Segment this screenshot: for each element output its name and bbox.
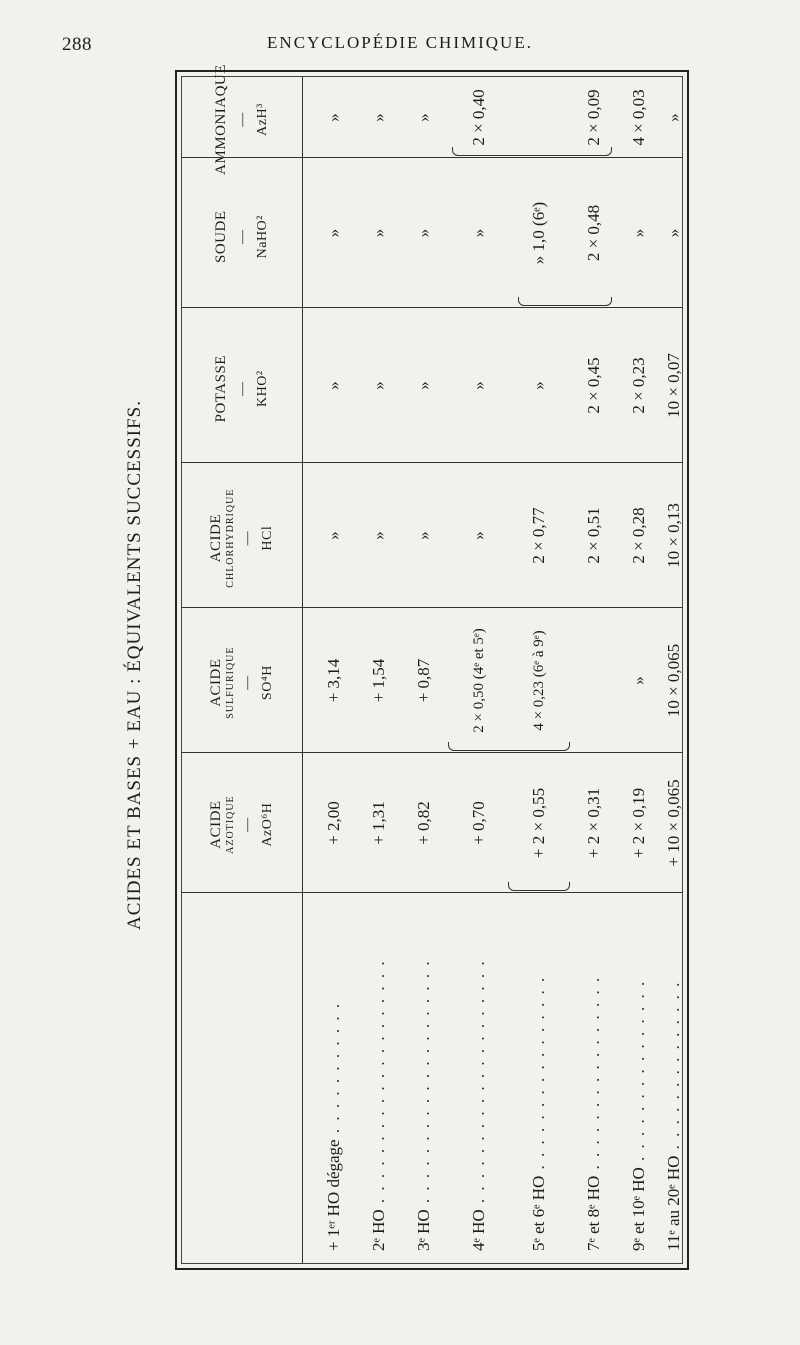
header-name: SOUDE bbox=[213, 210, 230, 263]
cell-chlorhydrique: 2 × 0,28 bbox=[629, 507, 648, 564]
header-sub: CHLORHYDRIQUE bbox=[224, 488, 236, 588]
page-number: 288 bbox=[62, 34, 92, 55]
header-formula: HCl bbox=[260, 525, 276, 551]
table-inner-frame bbox=[181, 64, 683, 1264]
cell-chlorhydrique: » bbox=[324, 531, 343, 540]
cell-potasse: » bbox=[369, 381, 388, 390]
header-dash: — bbox=[240, 530, 256, 546]
header-dash: — bbox=[240, 675, 256, 690]
cell-sulfurique: 10 × 0,065 bbox=[664, 643, 683, 718]
cell-ammoniaque: 4 × 0,03 bbox=[629, 89, 648, 146]
row-label: 4ᵉ HO . . . . . . . . . . . . . . . . . . . . bbox=[469, 959, 488, 1251]
header-name: POTASSE bbox=[213, 355, 230, 423]
header-name: ACIDE bbox=[207, 513, 224, 563]
cell-potasse: 10 × 0,07 bbox=[664, 353, 683, 418]
header-formula: AzH³ bbox=[254, 103, 270, 136]
cell-chlorhydrique: 2 × 0,77 bbox=[529, 507, 548, 564]
header-formula: NaHO² bbox=[254, 215, 270, 259]
cell-sulfurique: + 0,87 bbox=[414, 658, 433, 703]
row-label: 3ᵉ HO . . . . . . . . . . . . . . . . . . . . bbox=[414, 959, 433, 1251]
table-header-row bbox=[182, 64, 302, 1263]
cell-chlorhydrique: 10 × 0,13 bbox=[664, 503, 683, 568]
row-label: 5ᵉ et 6ᵉ HO . . . . . . . . . . . . . . . . bbox=[529, 975, 548, 1251]
cell-soude: » bbox=[414, 228, 433, 238]
cell-azotique: + 1,31 bbox=[369, 801, 388, 845]
header-col-azotique bbox=[182, 755, 302, 895]
cell-soude: 2 × 0,48 bbox=[584, 204, 603, 262]
header-dash: — bbox=[234, 229, 250, 244]
cell-ammoniaque: » bbox=[324, 113, 343, 122]
header-name: ACIDE bbox=[207, 800, 224, 849]
header-col-soude bbox=[182, 162, 302, 311]
cell-ammoniaque: 2 × 0,09 bbox=[584, 89, 603, 146]
header-col-ammoniaque bbox=[182, 64, 302, 175]
cell-potasse: » bbox=[414, 381, 433, 390]
table-caption: ACIDES ET BASES + EAU : ÉQUIVALENTS SUCCESSIFS. bbox=[124, 400, 145, 930]
cell-soude: » bbox=[469, 228, 488, 238]
header-formula: KHO² bbox=[254, 370, 270, 407]
cell-soude: » bbox=[324, 228, 343, 238]
header-formula: AzO⁶H bbox=[260, 802, 276, 847]
cell-azotique: + 0,70 bbox=[469, 801, 488, 845]
cell-ammoniaque: 2 × 0,40 bbox=[469, 89, 488, 146]
grouping-brace bbox=[452, 147, 612, 156]
cell-azotique: + 2 × 0,19 bbox=[629, 787, 648, 859]
header-name: ACIDE bbox=[207, 658, 224, 707]
header-label-col bbox=[182, 894, 302, 1263]
equivalents-table bbox=[175, 64, 689, 1270]
cell-chlorhydrique: 2 × 0,51 bbox=[584, 507, 603, 564]
header-dash: — bbox=[240, 817, 256, 832]
header-col-potasse bbox=[182, 311, 302, 465]
row-label: 11ᵉ au 20ᵉ HO . . . . . . . . . . . . . . bbox=[664, 980, 683, 1251]
row-label: 9ᵉ et 10ᵉ HO . . . . . . . . . . . . . . . bbox=[629, 979, 648, 1251]
cell-sulfurique: 4 × 0,23 (6ᵉ à 9ᵉ) bbox=[531, 630, 547, 731]
cell-potasse: » bbox=[324, 381, 343, 390]
cell-soude: » bbox=[629, 228, 648, 238]
header-sub: AZOTIQUE bbox=[224, 795, 236, 854]
cell-chlorhydrique: » bbox=[369, 531, 388, 540]
cell-sulfurique: + 1,54 bbox=[369, 658, 388, 703]
header-sub: SULFURIQUE bbox=[224, 646, 236, 719]
grouping-brace bbox=[448, 742, 570, 751]
table-row bbox=[402, 77, 446, 1263]
cell-potasse: » bbox=[529, 381, 548, 390]
cell-sulfurique: » bbox=[629, 676, 648, 685]
cell-chlorhydrique: » bbox=[469, 531, 488, 540]
row-label: + 1ᵉʳ HO dégage . . . . . . . . . . . bbox=[324, 1001, 343, 1251]
grouping-brace bbox=[518, 297, 612, 306]
header-dash: — bbox=[234, 381, 250, 396]
table-row bbox=[572, 77, 616, 1263]
table-row bbox=[512, 77, 566, 1263]
header-formula: SO⁴H bbox=[260, 665, 276, 701]
header-col-chlorhydrique bbox=[182, 466, 302, 610]
cell-ammoniaque: » bbox=[414, 113, 433, 122]
header-col-sulfurique bbox=[182, 610, 302, 754]
cell-potasse: 2 × 0,23 bbox=[629, 357, 648, 414]
cell-azotique: + 2,00 bbox=[324, 801, 343, 845]
row-label: 2ᵉ HO . . . . . . . . . . . . . . . . . . . . bbox=[369, 959, 388, 1251]
header-name: AMMONIAQUE bbox=[213, 64, 230, 175]
running-title: ENCYCLOPÉDIE CHIMIQUE. bbox=[267, 33, 533, 52]
cell-soude: » bbox=[369, 228, 388, 238]
table-row bbox=[652, 77, 696, 1263]
cell-potasse: » bbox=[469, 381, 488, 390]
cell-ammoniaque: » bbox=[369, 113, 388, 122]
cell-azotique: + 0,82 bbox=[414, 801, 433, 845]
row-label: 7ᵉ et 8ᵉ HO . . . . . . . . . . . . . . . . bbox=[584, 975, 603, 1251]
cell-soude: » 1,0 (6ᵉ) bbox=[529, 201, 548, 265]
cell-chlorhydrique: » bbox=[414, 531, 433, 540]
cell-soude: » bbox=[664, 228, 683, 238]
table-row bbox=[312, 77, 356, 1263]
cell-azotique: + 10 × 0,065 bbox=[664, 779, 683, 867]
cell-ammoniaque: » bbox=[664, 113, 683, 122]
header-dash: — bbox=[234, 112, 250, 127]
header-divider bbox=[302, 77, 303, 1263]
table-row bbox=[357, 77, 401, 1263]
rotated-table-wrapper bbox=[100, 60, 700, 1270]
cell-potasse: 2 × 0,45 bbox=[584, 357, 603, 414]
cell-azotique: + 2 × 0,55 bbox=[529, 787, 548, 859]
cell-azotique: + 2 × 0,31 bbox=[584, 787, 603, 859]
table-row bbox=[452, 77, 506, 1263]
cell-sulfurique: + 3,14 bbox=[324, 658, 343, 703]
grouping-brace bbox=[508, 882, 570, 891]
cell-sulfurique: 2 × 0,50 (4ᵉ et 5ᵉ) bbox=[471, 628, 487, 733]
rotated-table bbox=[100, 60, 700, 1270]
page-header bbox=[0, 0, 800, 60]
